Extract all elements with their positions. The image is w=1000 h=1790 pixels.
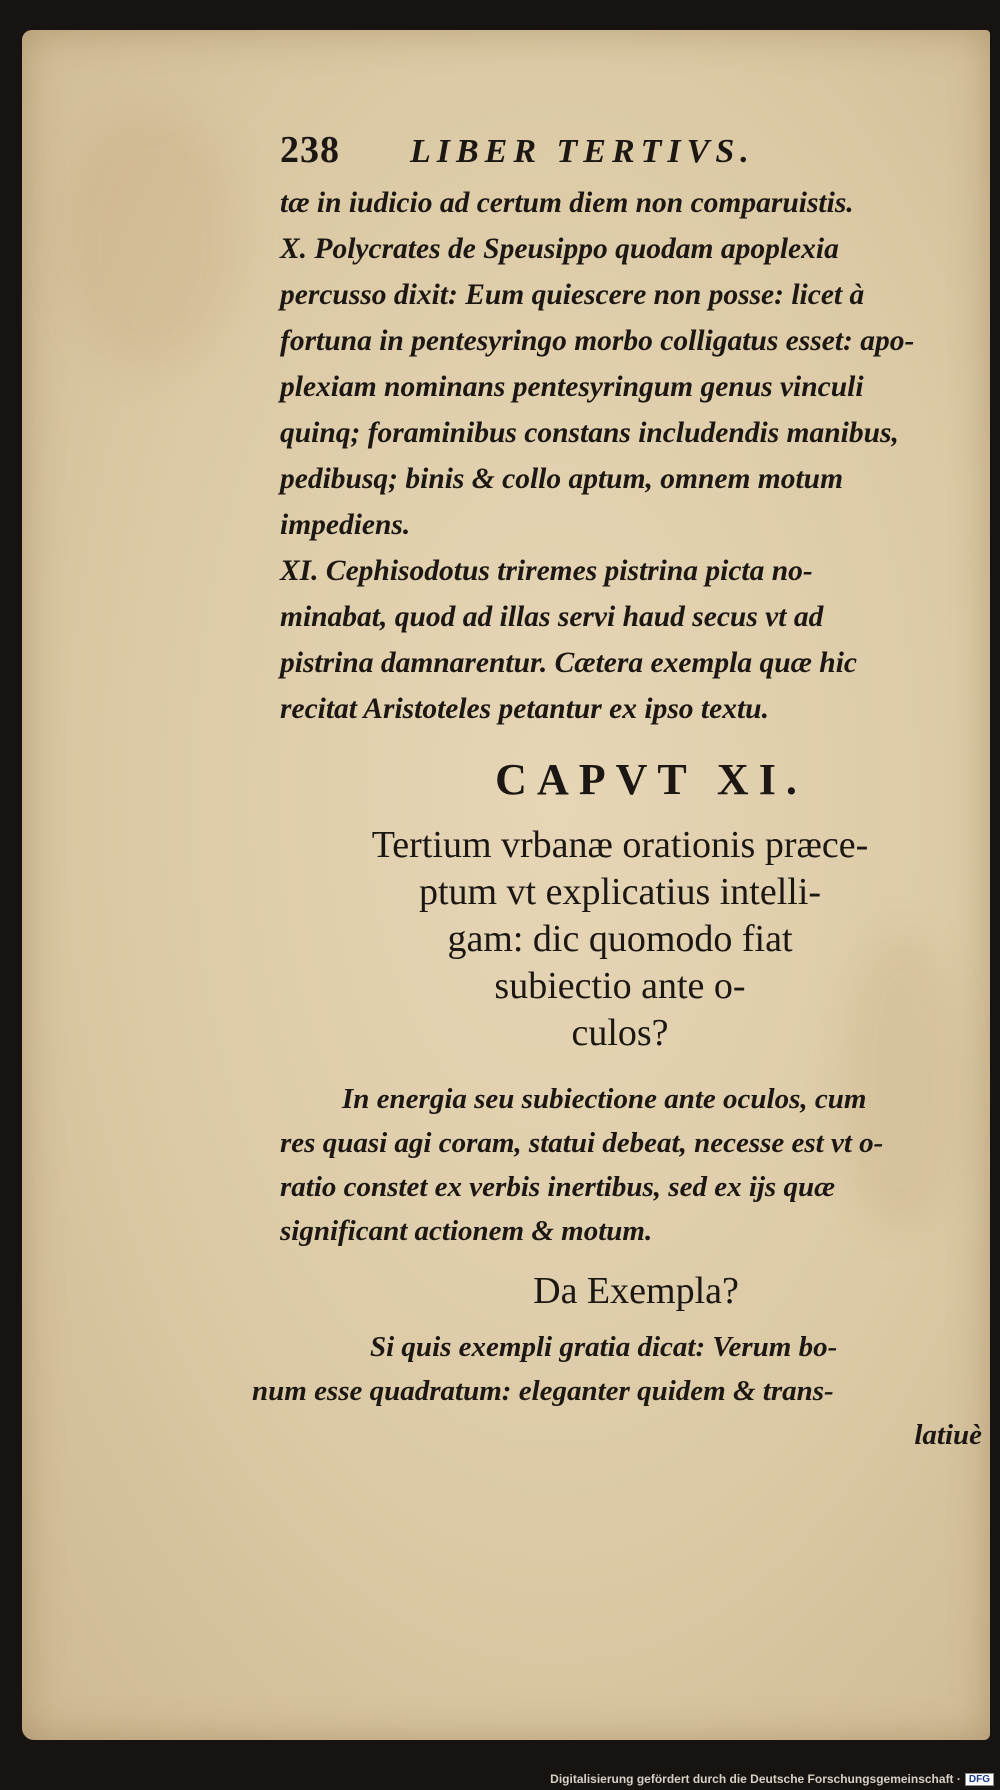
example-paragraph (252, 1325, 990, 1457)
page-number: 238 (280, 129, 340, 171)
text-line: tæ in iudicio ad certum diem non comparuistis. (280, 187, 854, 219)
example-catchword: latiuè (914, 1419, 982, 1451)
answer-line: In energia seu subiectione ante oculos, cum (342, 1083, 867, 1115)
digitization-credit (550, 1772, 994, 1786)
text-line: quinq; foraminibus constans includendis manibus, (280, 417, 899, 449)
chapter-heading: CAPVT XI. (495, 755, 807, 804)
text-line: pedibusq; binis & collo aptum, omnem motum (280, 463, 844, 495)
credit-text: Digitalisierung gefördert durch die Deutsche Forschungsgemeinschaft · (550, 1772, 961, 1786)
book-page (22, 30, 990, 1740)
question-line: subiectio ante o- (494, 965, 746, 1007)
question-line: gam: dic quomodo fiat (447, 918, 793, 960)
text-line: recitat Aristoteles petantur ex ipso textu. (280, 693, 769, 725)
text-line: pistrina damnarentur. Cætera exempla quæ hic (280, 647, 857, 679)
text-column (252, 128, 990, 1457)
text-line: impediens. (280, 509, 411, 541)
running-head-title: LIBER TERTIVS. (410, 133, 755, 170)
answer-line: significant actionem & motum. (280, 1215, 653, 1247)
text-line: minabat, quod ad illas servi haud secus vt ad (280, 601, 824, 633)
running-head (280, 128, 990, 180)
passage-top (280, 180, 990, 732)
text-line: XI. Cephisodotus triremes pistrina picta no- (280, 555, 813, 587)
paper-stain (62, 110, 242, 370)
answer-line: ratio constet ex verbis inertibus, sed ex ijs quæ (280, 1171, 836, 1203)
text-line: X. Polycrates de Speusippo quodam apoplexia (280, 233, 839, 265)
question-line: culos? (571, 1012, 669, 1054)
question-line: Tertium vrbanæ orationis præce- (371, 824, 869, 866)
text-line: plexiam nominans pentesyringum genus vinculi (280, 371, 864, 403)
example-line: Si quis exempli gratia dicat: Verum bo- (370, 1331, 838, 1363)
dfg-logo-icon: DFG (965, 1773, 994, 1786)
text-line: percusso dixit: Eum quiescere non posse: licet à (280, 279, 865, 311)
answer-paragraph (280, 1077, 990, 1253)
text-line: fortuna in pentesyringo morbo colligatus esset: apo- (280, 325, 915, 357)
question-line: ptum vt explicatius intelli- (418, 871, 822, 913)
chapter-question (260, 822, 980, 1057)
answer-line: res quasi agi coram, statui debeat, necesse est vt o- (280, 1127, 884, 1159)
subheading: Da Exempla? (533, 1270, 739, 1312)
example-line: num esse quadratum: eleganter quidem & trans- (252, 1375, 834, 1407)
